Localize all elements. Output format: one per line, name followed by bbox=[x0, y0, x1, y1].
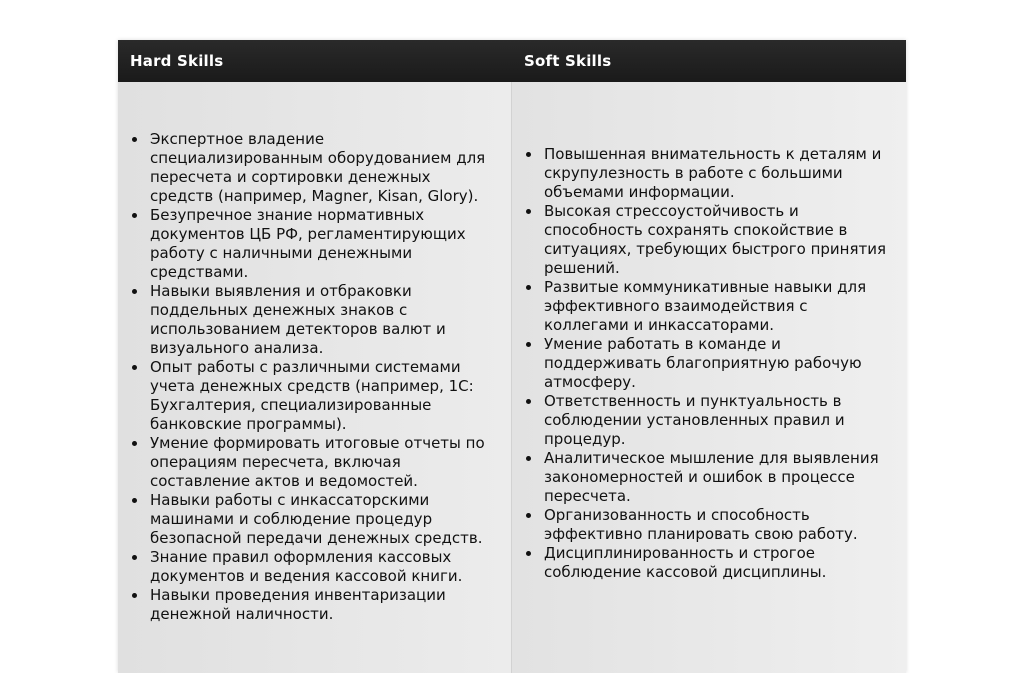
header-hard-skills: Hard Skills bbox=[130, 52, 224, 70]
hard-skills-list bbox=[118, 130, 511, 624]
soft-skills-cell bbox=[512, 82, 906, 673]
list-item: Организованность и способность эффективно планировать свою работу. bbox=[544, 506, 906, 544]
table-body bbox=[118, 82, 906, 673]
soft-skills-list bbox=[512, 145, 906, 582]
skills-table bbox=[118, 40, 906, 673]
list-item: Высокая стрессоустойчивость и способность сохранять спокойствие в ситуациях, требующих быстрого принятия решений. bbox=[544, 202, 906, 278]
list-item: Аналитическое мышление для выявления закономерностей и ошибок в процессе пересчета. bbox=[544, 449, 906, 506]
list-item: Ответственность и пунктуальность в соблюдении установленных правил и процедур. bbox=[544, 392, 906, 449]
list-item: Умение формировать итоговые отчеты по операциям пересчета, включая составление актов и ведомостей. bbox=[150, 434, 511, 491]
list-item: Повышенная внимательность к деталям и скрупулезность в работе с большими объемами информации. bbox=[544, 145, 906, 202]
list-item: Навыки работы с инкассаторскими машинами и соблюдение процедур безопасной передачи денежных средств. bbox=[150, 491, 511, 548]
list-item: Навыки проведения инвентаризации денежной наличности. bbox=[150, 586, 511, 624]
list-item: Экспертное владение специализированным оборудованием для пересчета и сортировки денежных средств (например, Magner, Kisan, Glory). bbox=[150, 130, 511, 206]
list-item: Безупречное знание нормативных документов ЦБ РФ, регламентирующих работу с наличными денежными средствами. bbox=[150, 206, 511, 282]
list-item: Умение работать в команде и поддерживать благоприятную рабочую атмосферу. bbox=[544, 335, 906, 392]
list-item: Навыки выявления и отбраковки поддельных денежных знаков с использованием детекторов валют и визуального анализа. bbox=[150, 282, 511, 358]
hard-skills-cell bbox=[118, 82, 512, 673]
list-item: Знание правил оформления кассовых документов и ведения кассовой книги. bbox=[150, 548, 511, 586]
header-soft-skills: Soft Skills bbox=[524, 52, 612, 70]
list-item: Опыт работы с различными системами учета денежных средств (например, 1С: Бухгалтерия, специализированные банковские программы). bbox=[150, 358, 511, 434]
list-item: Развитые коммуникативные навыки для эффективного взаимодействия с коллегами и инкассаторами. bbox=[544, 278, 906, 335]
list-item: Дисциплинированность и строгое соблюдение кассовой дисциплины. bbox=[544, 544, 906, 582]
table-header bbox=[118, 40, 906, 82]
